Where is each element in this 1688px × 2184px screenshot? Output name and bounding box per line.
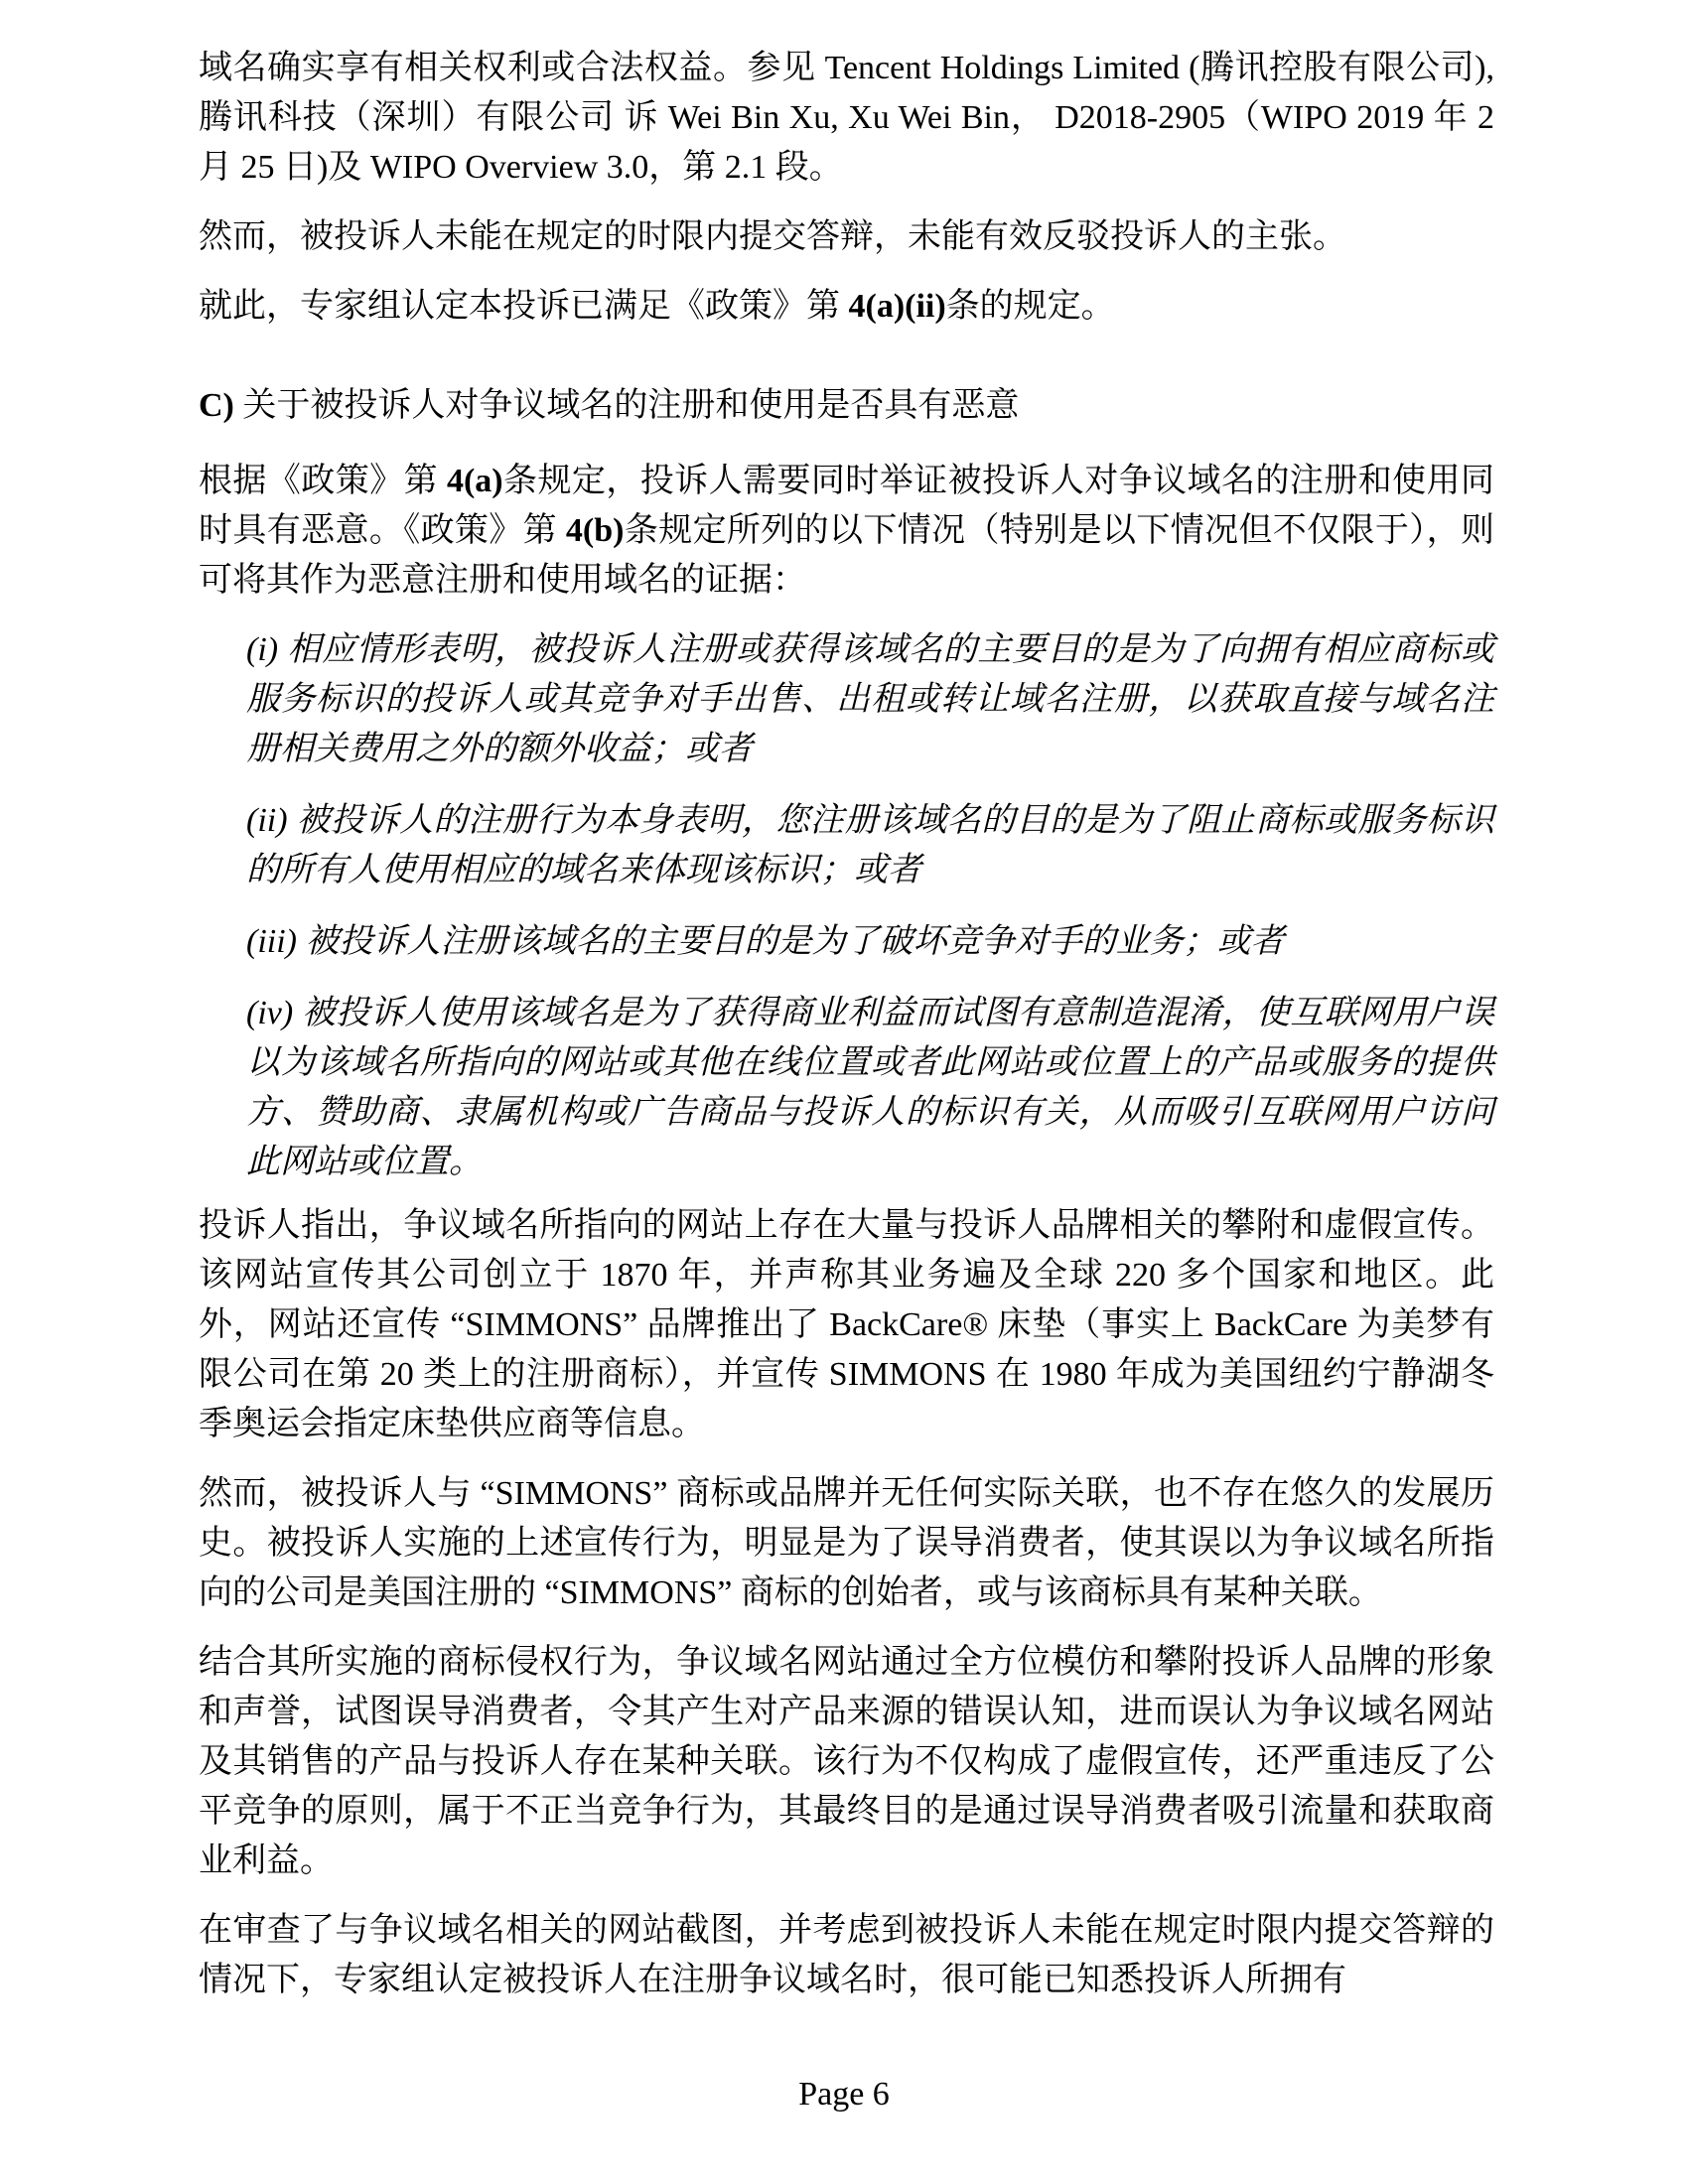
paragraph-no-actual-connection: 然而，被投诉人与 “SIMMONS” 商标或品牌并无任何实际关联，也不存在悠久的发展历史。被投诉人实施的上述宣传行为，明显是为了误导消费者，使其误以为争议域名所指向的公司是美国注册的 “SIMMONS” 商标的创始者，或与该商标具有某种关联。 xyxy=(199,1475,1494,1611)
document-page xyxy=(199,44,1494,2025)
list-item-ii: (ii) 被投诉人的注册行为本身表明，您注册该域名的目的是为了阻止商标或服务标识的所有人使用相应的域名来体现该标识；或者 xyxy=(246,802,1494,888)
list-item-i: (i) 相应情形表明，被投诉人注册或获得该域名的主要目的是为了向拥有相应商标或服务标识的投诉人或其竞争对手出售、出租或转让域名注册，以获取直接与域名注册相关费用之外的额外收益；或者 xyxy=(246,631,1494,767)
bad-faith-criteria-list xyxy=(246,625,1494,1187)
paragraph-policy-4aii-satisfied: 就此，专家组认定本投诉已满足《政策》第 4(a)(ii)条的规定。 xyxy=(199,288,1115,325)
paragraph-unfair-competition: 结合其所实施的商标侵权行为，争议域名网站通过全方位模仿和攀附投诉人品牌的形象和声誉，试图误导消费者，令其产生对产品来源的错误认知，进而误认为争议域名网站及其销售的产品与投诉人存在某种关联。该行为不仅构成了虚假宣传，还严重违反了公平竞争的原则，属于不正当竞争行为，其最终目的是通过误导消费者吸引流量和获取商业利益。 xyxy=(199,1644,1494,1879)
page-number: Page 6 xyxy=(798,2076,890,2113)
paragraph-complainant-allegations: 投诉人指出，争议域名所指向的网站上存在大量与投诉人品牌相关的攀附和虚假宣传。该网站宣传其公司创立于 1870 年，并声称其业务遍及全球 220 多个国家和地区。此外，网站还宣传 “SIMMONS” 品牌推出了 BackCare® 床垫（事实上 BackCare 为美梦有限公司在第 20 类上的注册商标），并宣传 SIMMONS 在 1980 年成为美国纽约宁静湖冬季奥运会指定床垫供应商等信息。 xyxy=(199,1207,1494,1442)
paragraph-rights-legitimate-interests: 域名确实享有相关权利或合法权益。参见 Tencent Holdings Limited (腾讯控股有限公司), 腾讯科技（深圳）有限公司 诉 Wei Bin Xu, Xu Wei Bin， D2018-2905（WIPO 2019 年 2 月 25 日)及 WIPO Overview 3.0，第 2.1 段。 xyxy=(199,50,1494,186)
list-item-iv: (iv) 被投诉人使用该域名是为了获得商业利益而试图有意制造混淆，使互联网用户误以为该域名所指向的网站或其他在线位置或者此网站或位置上的产品或服务的提供方、赞助商、隶属机构或广告商品与投诉人的标识有关，从而吸引互联网用户访问此网站或位置。 xyxy=(246,995,1494,1180)
paragraph-panel-finding: 在审查了与争议域名相关的网站截图，并考虑到被投诉人未能在规定时限内提交答辩的情况下，专家组认定被投诉人在注册争议域名时，很可能已知悉投诉人所拥有 xyxy=(199,1912,1494,1998)
paragraph-no-response: 然而，被投诉人未能在规定的时限内提交答辩，未能有效反驳投诉人的主张。 xyxy=(199,218,1346,255)
paragraph-policy-4a-4b: 根据《政策》第 4(a)条规定，投诉人需要同时举证被投诉人对争议域名的注册和使用同时具有恶意。《政策》第 4(b)条规定所列的以下情况（特别是以下情况但不仅限于），则可将其作为恶意注册和使用域名的证据： xyxy=(199,463,1495,599)
section-heading-c-bad-faith: C) 关于被投诉人对争议域名的注册和使用是否具有恶意 xyxy=(199,387,1020,424)
list-item-iii: (iii) 被投诉人注册该域名的主要目的是为了破坏竞争对手的业务；或者 xyxy=(246,923,1285,960)
